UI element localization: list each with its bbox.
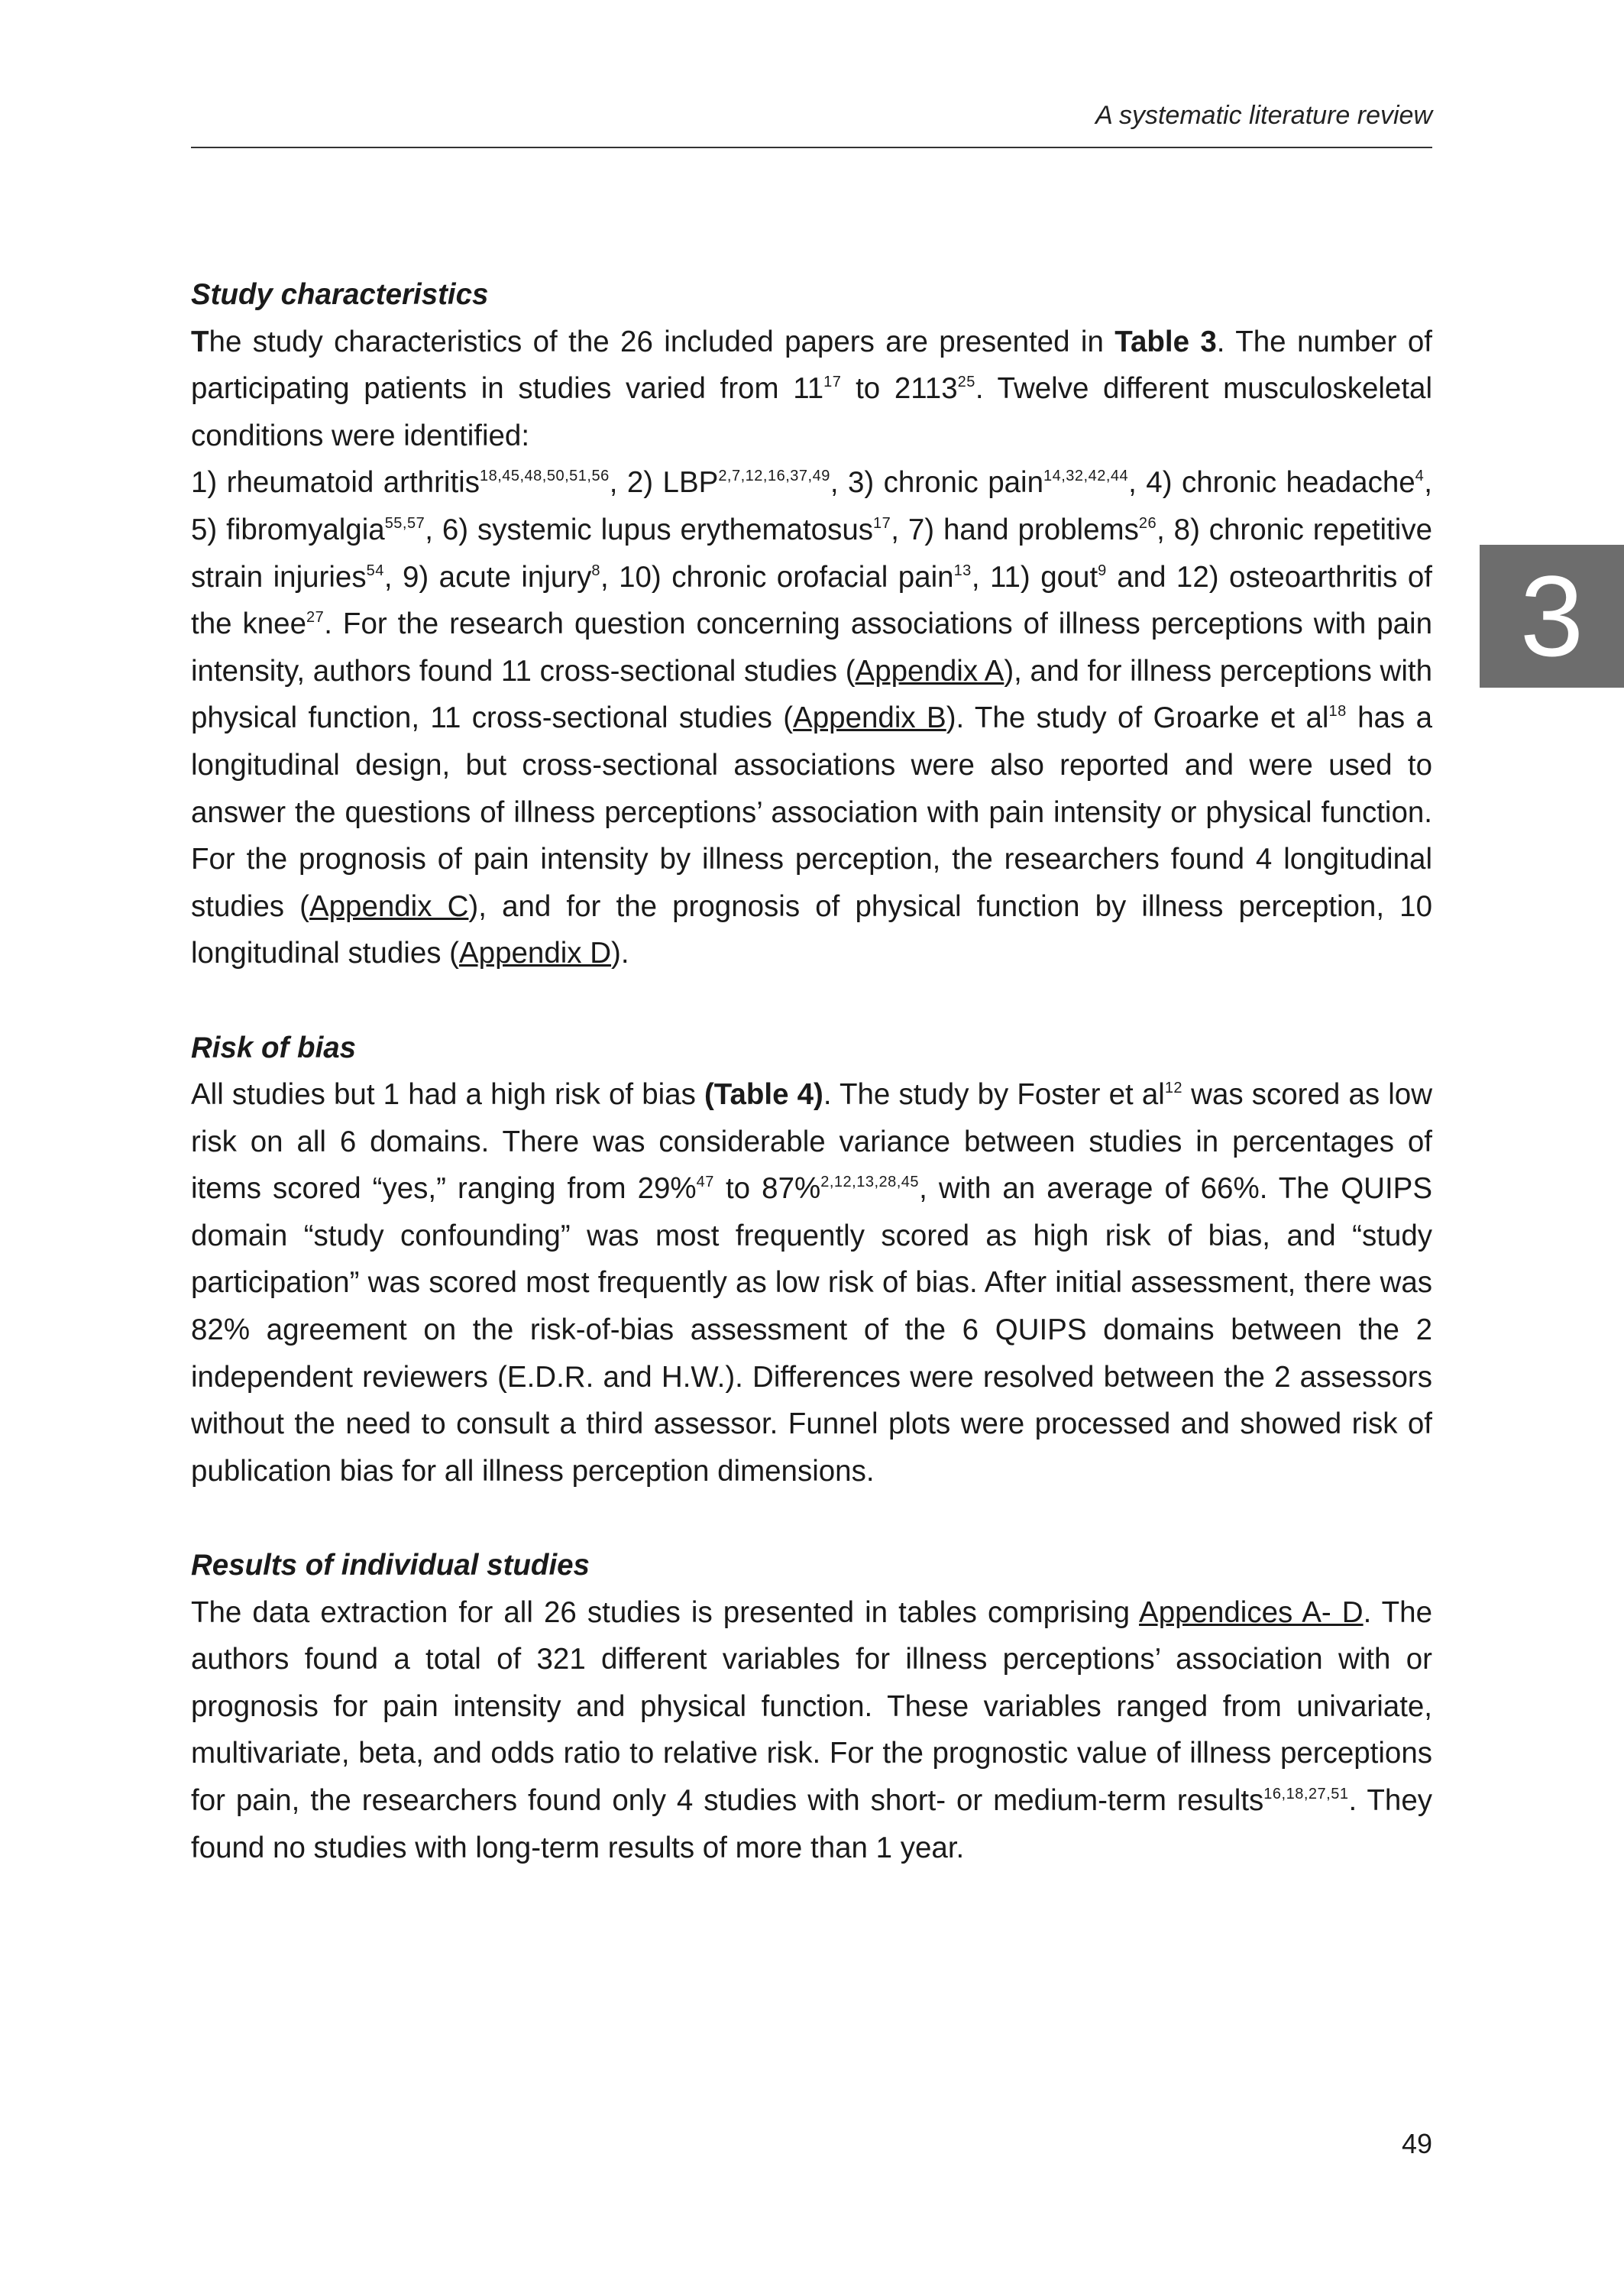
citation: 27: [306, 609, 325, 627]
section-title-study-characteristics: Study characteristics: [191, 278, 489, 311]
text-run: All studies but 1 had a high risk of bias: [191, 1078, 704, 1112]
citation: 2,7,12,16,37,49: [718, 468, 830, 485]
study-characteristics-paragraph-2: [191, 459, 1432, 977]
running-header: [191, 98, 1432, 148]
citation: 14,32,42,44: [1043, 468, 1129, 485]
text-run: , 11) gout: [971, 560, 1098, 594]
section-spacer: [191, 977, 1432, 1025]
text-run: ). The study of Groarke et al: [946, 701, 1329, 735]
appendix-d-link[interactable]: Appendix D: [459, 937, 612, 970]
appendices-link[interactable]: Appendices A- D: [1139, 1595, 1364, 1629]
drop-letter: T: [191, 325, 209, 358]
table-reference: (Table 4): [704, 1078, 823, 1112]
section-spacer: [191, 1495, 1432, 1542]
text-run: and 12) osteoarthritis of the knee: [191, 560, 1433, 641]
chapter-tab: 3: [1480, 545, 1624, 688]
text-run: ), and for illness perceptions with physical function, 11 cross-sectional studies (: [191, 654, 1432, 735]
text-run: . Twelve different musculoskeletal conditions were identified:: [191, 372, 1433, 452]
citation: 2,12,13,28,45: [820, 1174, 920, 1191]
citation: 18: [1328, 703, 1347, 721]
citation: 4: [1415, 468, 1425, 485]
text-run: ), and for the prognosis of physical function by illness perception, 10 longitudinal studies (: [191, 889, 1432, 970]
citation: 8: [591, 562, 600, 579]
text-run: , 7) hand problems: [891, 513, 1139, 546]
text-run: . They found no studies with long-term results of more than 1 year.: [191, 1784, 1432, 1864]
appendix-a-link[interactable]: Appendix A: [855, 654, 1004, 688]
citation: 17: [823, 374, 842, 391]
citation: 54: [366, 562, 384, 579]
citation: 25: [957, 374, 975, 391]
text-run: was scored as low risk on all 6 domains. There was considerable variance between studies in percentages of items scored “yes,” ranging from 29%: [191, 1078, 1433, 1206]
risk-of-bias-paragraph: [191, 1071, 1432, 1495]
text-run: , 3) chronic pain: [830, 466, 1043, 500]
text-run: , 8) chronic repetitive strain injuries: [191, 513, 1432, 594]
text-run: , with an average of 66%. The QUIPS domain “study confounding” was most frequently scored as high risk of bias, and “study participation” was scored most frequently as low risk of bias. After initial assessment, there was 82% agreement on the risk-of-bias assessment of the 6 QUIPS domains between the 2 independent reviewers (E.D.R. and H.W.). Differences were resolved between the 2 assessors without the need to consult a third assessor. Funnel plots were processed and showed risk of publication bias for all illness perception dimensions.: [191, 1172, 1432, 1488]
text-run: has a longitudinal design, but cross-sectional associations were also reported and were used to answer the questions of illness perceptions’ association with pain intensity or physical function. For the prognosis of pain intensity by illness perception, the researchers found 4 longitudinal studies (: [191, 701, 1432, 923]
text-run: . The study by Foster et al: [823, 1078, 1165, 1112]
text-run: , 5) fibromyalgia: [191, 466, 1432, 546]
running-header-title: A systematic literature review: [1095, 101, 1432, 130]
results-paragraph: [191, 1589, 1432, 1872]
page-number: 49: [1401, 2128, 1432, 2159]
text-run: to 2113: [841, 372, 958, 406]
citation: 12: [1164, 1080, 1183, 1097]
citation: 9: [1098, 562, 1107, 579]
appendix-b-link[interactable]: Appendix B: [793, 701, 946, 735]
text-run: 1) rheumatoid arthritis: [191, 466, 480, 500]
text-run: , 6) systemic lupus erythematosus: [425, 513, 873, 546]
section-title-results: Results of individual studies: [191, 1549, 590, 1582]
text-run: , 4) chronic headache: [1128, 466, 1415, 500]
study-characteristics-paragraph-1: [191, 319, 1432, 460]
citation: 16,18,27,51: [1263, 1786, 1349, 1802]
citation: 55,57: [384, 514, 425, 532]
citation: 47: [696, 1174, 714, 1191]
text-run: , 2) LBP: [609, 466, 719, 500]
text-run: to 87%: [713, 1172, 821, 1206]
citation: 17: [873, 514, 891, 532]
text-run: , 9) acute injury: [383, 560, 592, 594]
text-run: . For the research question concerning associations of illness perceptions with pain intensity, authors found 11 cross-sectional studies (: [191, 607, 1433, 688]
text-run: , 10) chronic orofacial pain: [600, 560, 954, 594]
section-title-risk-of-bias: Risk of bias: [191, 1031, 357, 1064]
table-reference: Table 3: [1114, 325, 1217, 358]
citation: 18,45,48,50,51,56: [479, 468, 610, 485]
text-run: he study characteristics of the 26 included papers are presented in: [209, 325, 1115, 358]
text-run: ).: [611, 937, 629, 970]
citation: 26: [1138, 514, 1157, 532]
appendix-c-link[interactable]: Appendix C: [309, 889, 469, 923]
citation: 13: [953, 562, 972, 579]
text-run: . The authors found a total of 321 different variables for illness perceptions’ association with or prognosis for pain intensity and physical function. These variables ranged from univariate, multivariate, beta, and odds ratio to relative risk. For the prognostic value of illness perceptions for pain, the researchers found only 4 studies with short- or medium-term results: [191, 1595, 1432, 1817]
text-run: . The number of participating patients in studies varied from 11: [191, 325, 1432, 406]
text-run: The data extraction for all 26 studies is presented in tables comprising: [191, 1595, 1140, 1629]
page-content: [191, 271, 1432, 1871]
